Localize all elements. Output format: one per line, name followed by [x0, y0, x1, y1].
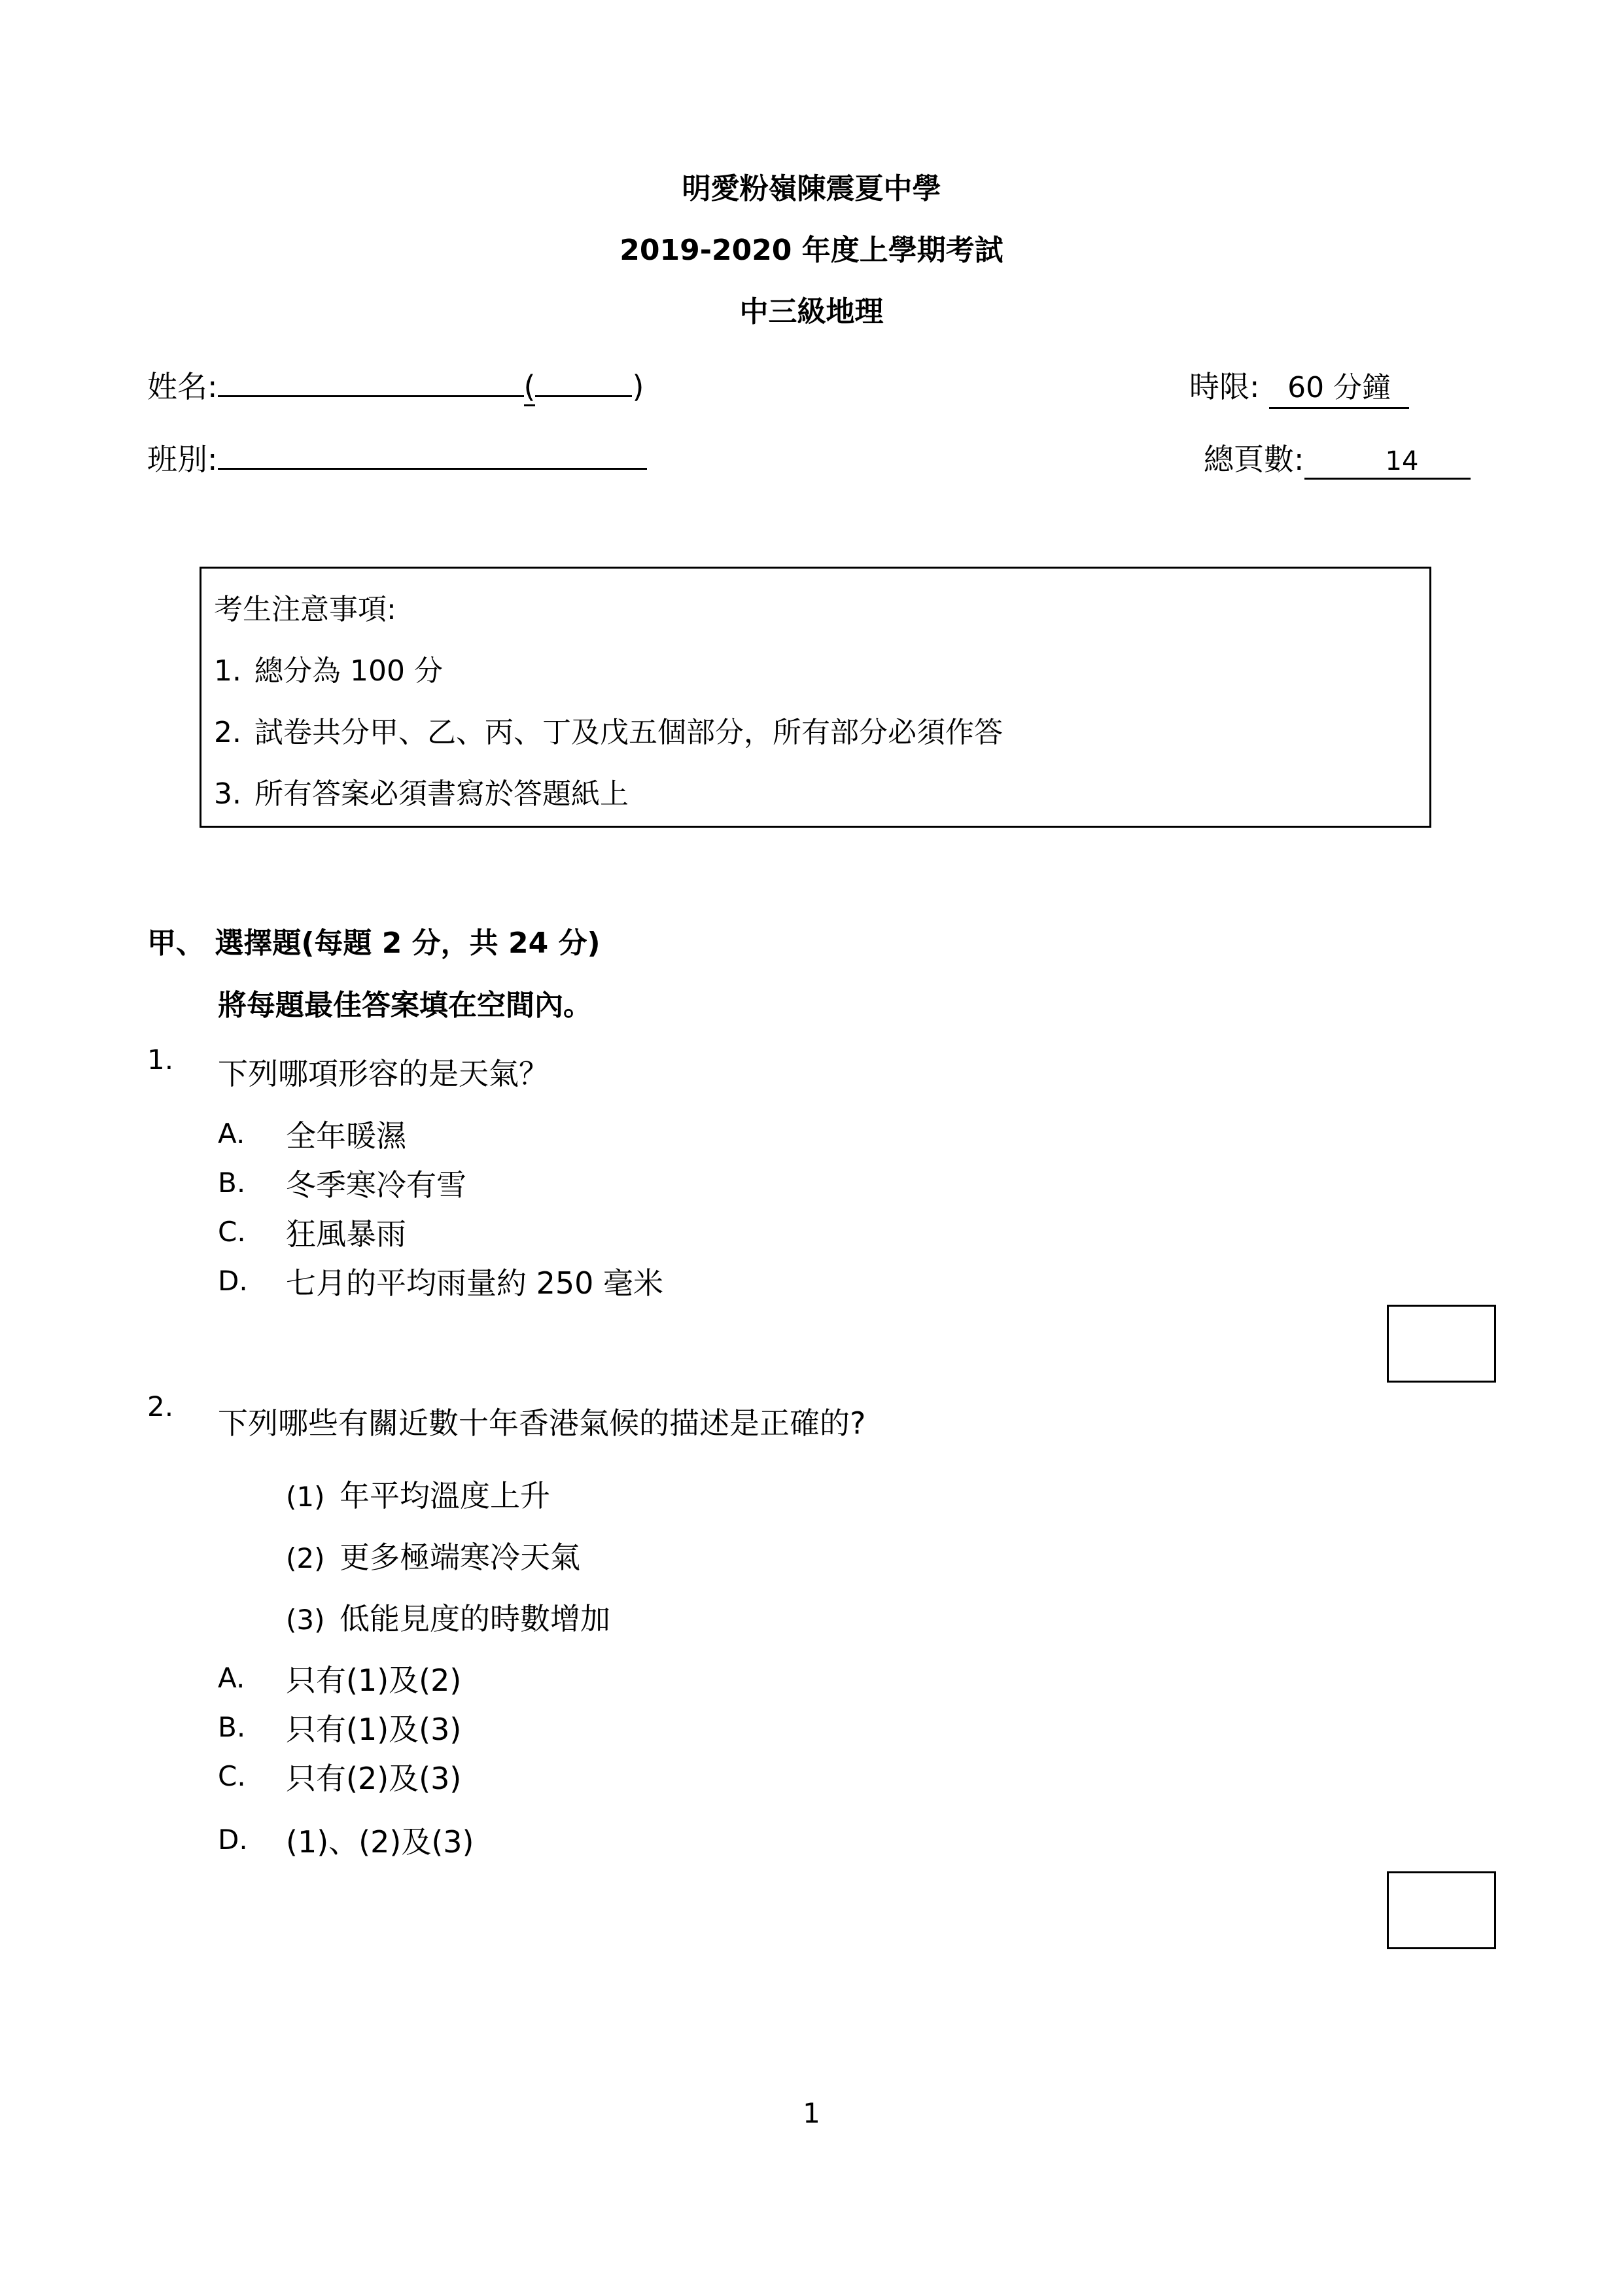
option-letter: A. [218, 1662, 245, 1694]
pages-value: 14 [1304, 446, 1471, 480]
class-field[interactable] [147, 436, 647, 479]
option-letter: D. [218, 1265, 248, 1297]
option-text: 狂風暴雨 [286, 1216, 406, 1252]
class-blank[interactable] [218, 439, 647, 470]
page-number: 1 [803, 2097, 820, 2129]
option-letter: A. [218, 1118, 245, 1150]
time-limit-field [1189, 363, 1409, 409]
question-text: 下列哪項形容的是天氣？ [218, 1056, 549, 1091]
notice-item-text: 所有答案必須書寫於答題紙上 [254, 777, 629, 811]
notice-item-number: 1. [214, 654, 241, 688]
subject-title: 中三級地理 [739, 295, 884, 328]
name-paren-close: ) [632, 369, 644, 404]
option-text: 只有(2)及(3) [286, 1761, 462, 1796]
section-a-instruction: 將每題最佳答案填在空間內。 [218, 989, 592, 1022]
statement-item [286, 1534, 580, 1577]
option-text: 冬季寒冷有雪 [286, 1167, 466, 1203]
statement-text: 更多極端寒冷天氣 [340, 1540, 580, 1575]
question-text: 下列哪些有關近數十年香港氣候的描述是正確的? [218, 1405, 866, 1441]
option-letter: B. [218, 1167, 246, 1199]
name-label: 姓名: [147, 369, 218, 404]
class-label: 班別: [147, 442, 218, 477]
option-letter: C. [218, 1216, 246, 1248]
answer-box-q1[interactable] [1387, 1305, 1496, 1383]
statement-number: (3) [286, 1604, 325, 1636]
statement-number: (2) [286, 1542, 325, 1574]
name-blank[interactable] [218, 366, 524, 397]
notice-item-text: 總分為 100 分 [254, 654, 443, 688]
notice-title: 考生注意事項: [214, 593, 396, 626]
time-label: 時限: [1189, 369, 1260, 404]
option-letter: B. [218, 1711, 246, 1743]
time-value: 60 分鐘 [1269, 364, 1409, 409]
option-letter: C. [218, 1760, 246, 1792]
notice-item-text: 試卷共分甲、乙、丙、丁及戊五個部分，所有部分必須作答 [254, 716, 1003, 749]
question-number: 1. [147, 1044, 174, 1076]
statement-text: 年平均溫度上升 [340, 1478, 550, 1513]
statement-item [286, 1472, 550, 1515]
option-text: (1)、(2)及(3) [286, 1824, 474, 1860]
statement-text: 低能見度的時數增加 [340, 1601, 610, 1636]
notice-item-number: 3. [214, 777, 241, 811]
option-text: 只有(1)及(3) [286, 1712, 462, 1747]
option-text: 只有(1)及(2) [286, 1663, 462, 1698]
class-number-blank[interactable] [535, 366, 632, 397]
name-paren-open: ( [524, 369, 536, 406]
section-a-heading: 甲、 選擇題(每題 2 分，共 24 分) [147, 927, 601, 960]
statement-number: (1) [286, 1481, 325, 1513]
question-number: 2. [147, 1390, 174, 1422]
answer-box-q2[interactable] [1387, 1871, 1496, 1949]
notice-item [214, 709, 1003, 751]
option-text: 全年暖濕 [286, 1118, 406, 1154]
exam-title: 2019-2020 年度上學期考試 [620, 234, 1003, 267]
option-letter: D. [218, 1824, 248, 1856]
option-text: 七月的平均雨量約 250 毫米 [286, 1265, 664, 1301]
school-name: 明愛粉嶺陳震夏中學 [682, 172, 941, 205]
notice-item [214, 647, 443, 689]
name-field[interactable] [147, 363, 644, 406]
notice-item-number: 2. [214, 716, 241, 749]
notice-item [214, 770, 629, 812]
total-pages-field [1204, 436, 1471, 480]
statement-item [286, 1595, 610, 1638]
pages-label: 總頁數: [1204, 442, 1304, 477]
